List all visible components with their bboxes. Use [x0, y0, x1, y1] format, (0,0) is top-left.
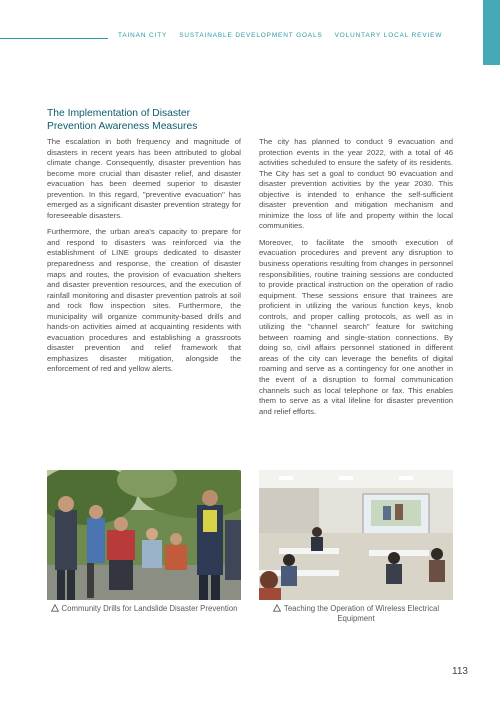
left-column	[47, 137, 241, 381]
header-sdg: SUSTAINABLE DEVELOPMENT GOALS	[179, 32, 323, 39]
photo-caption	[47, 604, 241, 614]
chapter-tab	[483, 0, 500, 65]
section-title: The Implementation of Disaster Prevention Awareness Measures	[47, 108, 198, 132]
triangle-outline-icon	[273, 604, 281, 612]
header-rule	[0, 38, 108, 39]
community-drill-photo	[47, 470, 241, 600]
header-vlr: VOLUNTARY LOCAL REVIEW	[334, 32, 443, 39]
header-city: TAINAN CITY	[118, 32, 168, 39]
triangle-outline-icon	[51, 604, 59, 612]
caption-text: Teaching the Operation of Wireless Electrical Equipment	[283, 604, 440, 623]
paragraph: Moreover, to facilitate the smooth execution of evacuation procedures and prevent any disruption to business operations resulting from changes in personnel responsibilities, routine training sessions are conducted to provide practical instruction on the operation of radio equipment. These sessions ensure that trainees are proficient in utilizing the various function keys, knob controls, and proper calling protocols, as well as in utilizing the "channel search" feature for switching between roaming and single-station connections. By doing so, civil affairs personnel stationed in different areas of the city can leverage the benefits of digital roaming and serve as a contingency for one another in the event of a disruption to formal communication channels such as local telephone or fax. This enables them to serve as a vital lifeline for disaster prevention and relief efforts.	[259, 237, 453, 416]
radio-training-photo	[259, 470, 453, 600]
paragraph: The escalation in both frequency and magnitude of disasters in recent years has been attributed to global climate change. Consequently, disaster prevention has become more crucial than disaster relief, and disaster evacuation has been deemed superior to disaster prevention. In this regard, "preventive evacuation" has emerged as a significant disaster prevention strategy for foreseeable disasters.	[47, 137, 241, 220]
paragraph: The city has planned to conduct 9 evacuation and protection events in the year 2022, with a total of 46 activities scheduled to ensure the safety of its residents. The City has set a goal to conduct 90 evacuation and disaster prevention activities by the year 2030. This objective is intended to enhance the self-sufficient disaster prevention and mitigation mechanism and minimize the loss of life and property within the local communities.	[259, 137, 453, 231]
running-header	[118, 32, 468, 39]
photo-caption	[259, 604, 453, 624]
caption-text: Community Drills for Landslide Disaster Prevention	[61, 604, 238, 613]
paragraph: Furthermore, the urban area's capacity to prepare for and respond to disasters was reinforced via the establishment of LINE groups dedicated to disaster preparedness and response, the creation of disaster maps and routes, the provision of evacuation shelters and disaster prevention resources, and the execution of rainfall monitoring and disaster prevention patrols at soil and rock flow inspection sites. Furthermore, the municipality will organize community-based drills and hands-on activities aimed at acquainting residents with evacuation procedures and establishing a grassroots disaster prevention and relief framework that emphasizes disaster mitigation, alongside the enforcement of red and yellow alerts.	[47, 227, 241, 374]
right-column	[259, 137, 453, 423]
page-number: 113	[452, 666, 468, 677]
